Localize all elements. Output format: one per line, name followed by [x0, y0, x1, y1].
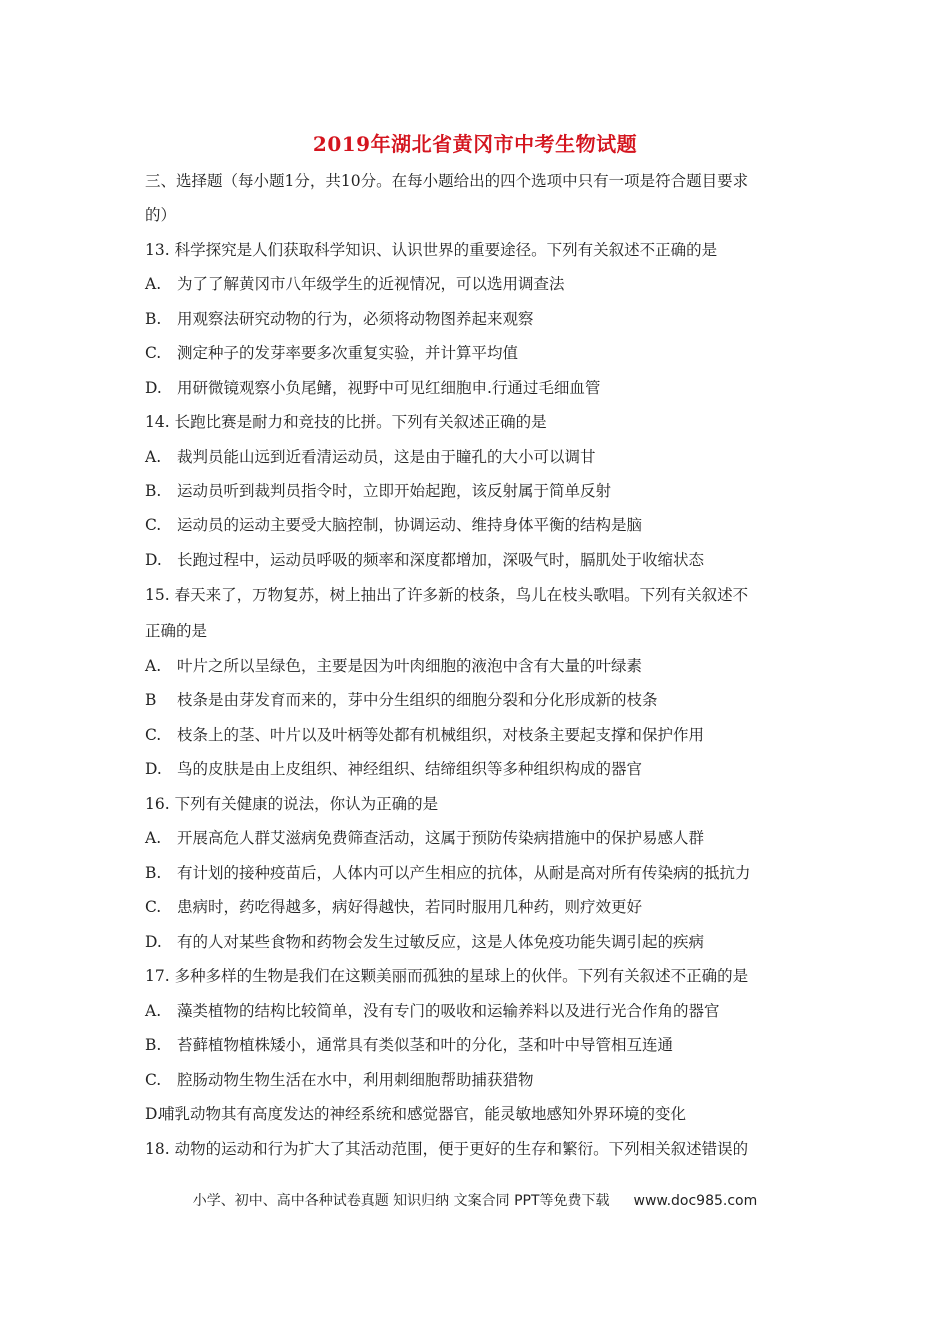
option-letter: D.: [145, 379, 162, 397]
question-13-option-d: [145, 377, 600, 399]
question-13-option-c: [145, 342, 518, 364]
page-footer: [0, 1190, 950, 1210]
question-16-option-c: [145, 896, 642, 918]
question-17-stem: 17. 多种多样的生物是我们在这颗美丽而孤独的星球上的伙伴。下列有关叙述不正确的是: [145, 967, 749, 985]
option-letter: B.: [145, 1036, 162, 1054]
option-text: 鸟的皮肤是由上皮组织、神经组织、结缔组织等多种组织构成的器官: [177, 760, 643, 778]
option-text: 用观察法研究动物的行为，必须将动物图养起来观察: [177, 310, 534, 328]
option-text: 藻类植物的结构比较简单，没有专门的吸收和运输养料以及进行光合作角的器官: [177, 1002, 720, 1020]
option-text: 患病时，药吃得越多，病好得越快，若同时服用几种药，则疗效更好: [177, 898, 643, 916]
question-14-option-c: [145, 514, 642, 536]
option-text: 用研微镜观察小负尾鳍，视野中可见红细胞申.行通过毛细血管: [177, 379, 601, 397]
section-header-cont: 的）: [145, 206, 177, 224]
option-letter: D.: [145, 933, 162, 951]
question-17-option-d: [145, 1103, 686, 1125]
question-14-option-d: [145, 549, 704, 571]
question-17-option-b: [145, 1034, 673, 1056]
question-16-option-b: [145, 862, 751, 884]
option-text: 裁判员能山远到近看清运动员，这是由于瞳孔的大小可以调甘: [177, 448, 596, 466]
option-letter: D.: [145, 551, 162, 569]
page-title: 2019年湖北省黄冈市中考生物试题: [312, 132, 638, 156]
option-text: 长跑过程中，运动员呼吸的频率和深度都增加，深吸气时，膈肌处于收缩状态: [177, 551, 705, 569]
question-14-stem: 14. 长跑比赛是耐力和竞技的比拼。下列有关叙述正确的是: [145, 413, 547, 431]
question-16-stem: 16. 下列有关健康的说法，你认为正确的是: [145, 795, 439, 813]
option-letter: C.: [145, 516, 162, 534]
question-17-option-c: [145, 1069, 534, 1091]
option-text: 有的人对某些食物和药物会发生过敏反应，这是人体免疫功能失调引起的疾病: [177, 933, 705, 951]
option-letter: A.: [145, 1002, 162, 1020]
option-text: 有计划的接种疫苗后，人体内可以产生相应的抗体，从耐是高对所有传染病的抵抗力: [177, 864, 751, 882]
question-15-option-b: [145, 689, 658, 711]
option-text: 运动员听到裁判员指令时，立即开始起跑，该反射属于简单反射: [177, 482, 612, 500]
option-text: 哺乳动物其有高度发达的神经系统和感觉器官，能灵敏地感知外界环境的变化: [159, 1105, 687, 1123]
option-letter: C.: [145, 1071, 162, 1089]
option-text: 开展高危人群艾滋病免费筛查活动，这属于预防传染病措施中的保护易感人群: [177, 829, 705, 847]
option-text: 枝条上的茎、叶片以及叶柄等处都有机械组织，对枝条主要起支撑和保护作用: [177, 726, 705, 744]
option-letter: A.: [145, 448, 162, 466]
option-letter: A.: [145, 829, 162, 847]
question-14-option-a: [145, 446, 596, 468]
option-letter: B.: [145, 310, 162, 328]
footer-url-link[interactable]: www.doc985.com: [633, 1193, 758, 1209]
question-15-option-a: [145, 655, 642, 677]
option-letter: B: [145, 691, 157, 709]
question-13-option-a: [145, 273, 565, 295]
question-16-option-d: [145, 931, 704, 953]
option-letter: C.: [145, 344, 162, 362]
option-text: 叶片之所以呈绿色，主要是因为叶肉细胞的液泡中含有大量的叶绿素: [177, 657, 643, 675]
question-18-stem: 18. 动物的运动和行为扩大了其活动范围，便于更好的生存和繁衍。下列相关叙述错误的: [145, 1140, 749, 1158]
option-letter: A.: [145, 657, 162, 675]
option-letter: C.: [145, 898, 162, 916]
option-letter: C.: [145, 726, 162, 744]
option-letter: A.: [145, 275, 162, 293]
section-header: 三、选择题（每小题1分，共10分。在每小题给出的四个选项中只有一项是符合题目要求: [145, 172, 749, 190]
question-15-option-c: [145, 724, 704, 746]
option-text: 测定种子的发芽率要多次重复实验，并计算平均值: [177, 344, 519, 362]
question-13-stem: 13. 科学探究是人们获取科学知识、认识世界的重要途径。下列有关叙述不正确的是: [145, 241, 718, 259]
option-text: 为了了解黄冈市八年级学生的近视情况，可以选用调查法: [177, 275, 565, 293]
footer-text: 小学、初中、高中各种试卷真题 知识归纳 文案合同 PPT等免费下载: [192, 1193, 610, 1209]
question-13-option-b: [145, 308, 534, 330]
question-15-stem-cont: 正确的是: [145, 622, 208, 640]
question-17-option-a: [145, 1000, 720, 1022]
option-text: 腔肠动物生物生活在水中，利用刺细胞帮助捕获猎物: [177, 1071, 534, 1089]
option-letter: D.: [145, 1105, 162, 1123]
question-16-option-a: [145, 827, 704, 849]
option-text: 运动员的运动主要受大脑控制，协调运动、维持身体平衡的结构是脑: [177, 516, 643, 534]
option-letter: B.: [145, 482, 162, 500]
question-15-option-d: [145, 758, 642, 780]
option-letter: B.: [145, 864, 162, 882]
question-15-stem: 15. 春天来了，万物复苏，树上抽出了许多新的枝条，鸟儿在枝头歌唱。下列有关叙述不: [145, 586, 749, 604]
option-letter: D.: [145, 760, 162, 778]
option-text: 苔藓植物植株矮小，通常具有类似茎和叶的分化，茎和叶中导管相互连通: [177, 1036, 674, 1054]
option-text: 枝条是由芽发育而来的，芽中分生组织的细胞分裂和分化形成新的枝条: [177, 691, 658, 709]
question-14-option-b: [145, 480, 611, 502]
